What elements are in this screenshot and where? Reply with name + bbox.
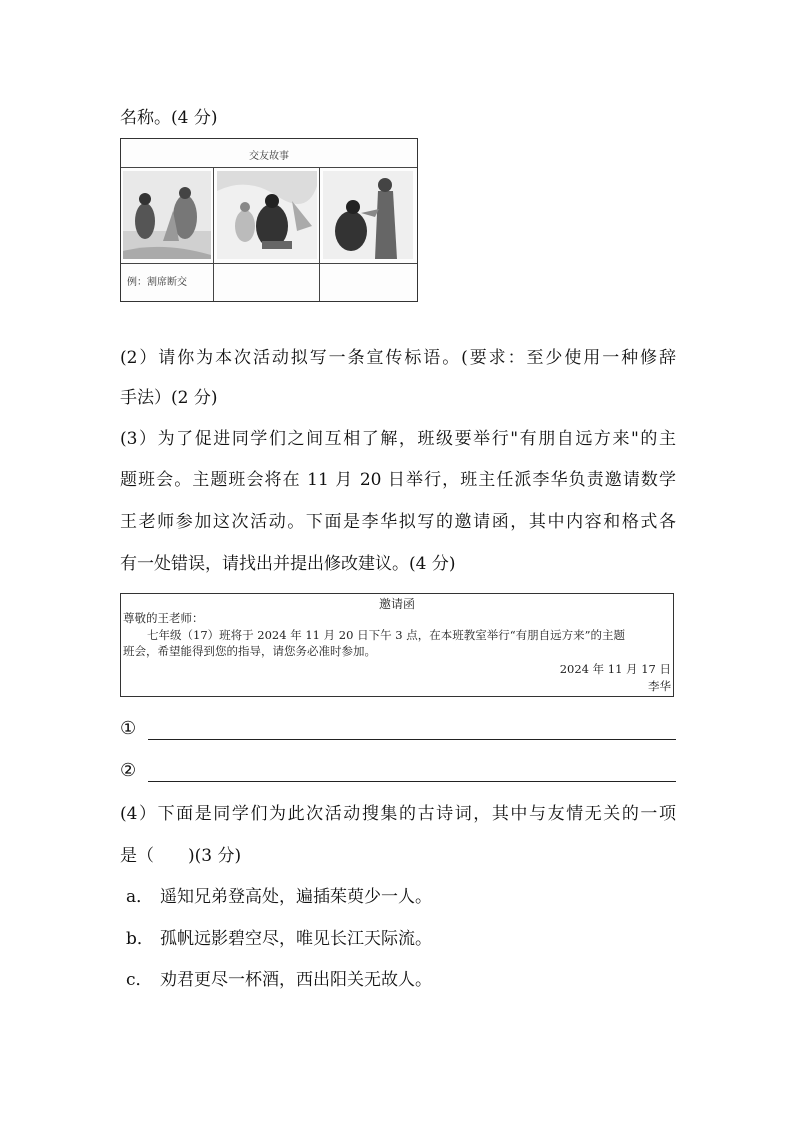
answer-line-2[interactable] <box>120 760 676 786</box>
answer-line-1[interactable] <box>120 718 676 744</box>
story-table-title: 交友故事 <box>249 151 289 162</box>
option-label: c． <box>126 970 153 990</box>
option-text: 孤帆远影碧空尽，唯见长江天际流。 <box>160 929 432 949</box>
story-scene-2-image <box>217 171 317 259</box>
answer-number: ① <box>120 718 137 739</box>
invitation-salutation: 尊敬的王老师： <box>123 611 204 625</box>
question-3-line: 题班会。主题班会将在 11 月 20 日举行，班主任派李华负责邀请数学 <box>120 470 676 490</box>
option-label: b． <box>126 929 154 949</box>
question-3-line: 有一处错误，请找出并提出修改建议。(4 分) <box>120 554 456 574</box>
answer-rule <box>148 739 676 740</box>
option-b[interactable] <box>126 926 432 952</box>
example-label: 例：割席断交 <box>127 277 187 288</box>
story-scene-1-image <box>123 171 211 259</box>
option-c[interactable] <box>126 967 432 993</box>
question-1-tail: 名称。(4 分) <box>120 108 218 128</box>
question-4-line: 是（ )(3 分) <box>120 846 242 866</box>
table-divider <box>121 263 417 264</box>
answer-number: ② <box>120 760 137 781</box>
table-divider <box>319 167 320 301</box>
invitation-letter <box>120 593 674 697</box>
invitation-body: 七年级（17）班将于 2024 年 11 月 20 日下午 3 点，在本班教室举行“有朋自远方来”的主题 <box>147 628 625 642</box>
invitation-signature: 李华 <box>648 679 671 693</box>
question-2-line: 手法）(2 分) <box>120 388 218 408</box>
question-3-line: 王老师参加这次活动。下面是李华拟写的邀请函，其中内容和格式各 <box>120 512 676 532</box>
answer-rule <box>148 781 676 782</box>
invitation-body: 班会，希望能得到您的指导，请您务必准时参加。 <box>123 644 376 658</box>
story-scene-3-image <box>323 171 413 259</box>
option-a[interactable] <box>126 884 432 910</box>
question-4-line: (4）下面是同学们为此次活动搜集的古诗词，其中与友情无关的一项 <box>120 804 676 824</box>
question-2-line: (2）请你为本次活动拟写一条宣传标语。(要求：至少使用一种修辞 <box>120 348 676 368</box>
option-text: 劝君更尽一杯酒，西出阳关无故人。 <box>160 970 432 990</box>
option-label: a． <box>126 887 154 907</box>
invitation-date: 2024 年 11 月 17 日 <box>559 662 671 676</box>
table-divider <box>121 167 417 168</box>
question-3-line: (3）为了促进同学们之间互相了解，班级要举行"有朋自远方来"的主 <box>120 429 676 449</box>
table-divider <box>213 167 214 301</box>
story-table <box>120 138 418 302</box>
option-text: 遥知兄弟登高处，遍插茱萸少一人。 <box>160 887 432 907</box>
invitation-title: 邀请函 <box>378 597 415 611</box>
